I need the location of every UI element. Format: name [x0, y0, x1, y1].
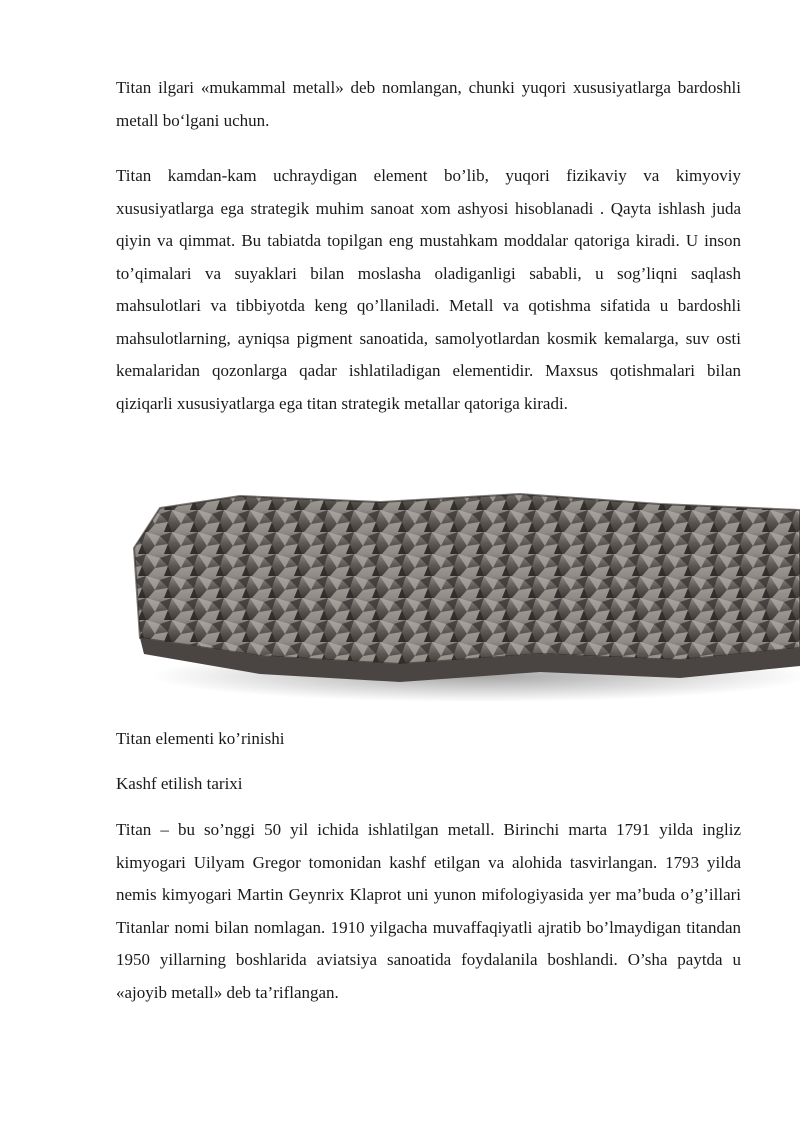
- titanium-crystal-bar-image: [120, 488, 800, 708]
- paragraph-intro: Titan ilgari «mukammal metall» deb nomlangan, chunki yuqori xususiyatlarga bardoshli metall boʻlgani uchun.: [116, 78, 741, 130]
- section-heading: Kashf etilish tarixi: [116, 774, 243, 793]
- image-caption: Titan elementi ko’rinishi: [116, 729, 285, 748]
- paragraph-history: Titan – bu so’nggi 50 yil ichida ishlatilgan metall. Birinchi marta 1791 yilda ingliz kimyogari Uilyam Gregor tomonidan kashf etilgan va alohida tasvirlangan. 1793 yilda nemis kimyogari Martin Geynrix Klaprot uni yunon mifologiyasida yer ma’buda o’g’illari Titanlar nomi bilan nomlagan. 1910 yilgacha muvaffaqiyatli ajratib bo’lmaydigan titandan 1950 yillarning boshlarida aviatsiya sanoatida foydalanila boshlandi. O’sha paytda u «ajoyib metall» deb ta’riflangan.: [116, 820, 741, 1002]
- paragraph-description: Titan kamdan-kam uchraydigan element bo’lib, yuqori fizikaviy va kimyoviy xususiyatlarga ega strategik muhim sanoat xom ashyosi hisoblanadi . Qayta ishlash juda qiyin va qimmat. Bu tabiatda topilgan eng mustahkam moddalar qatoriga kiradi. U inson to’qimalari va suyaklari bilan moslasha oladiganligi sababli, u sog’liqni saqlash mahsulotlari va tibbiyotda keng qo’llaniladi. Metall va qotishma sifatida u bardoshli mahsulotlarning, ayniqsa pigment sanoatida, samolyotlardan kosmik kemalarga, suv osti kemalaridan qozonlarga qadar ishlatiladigan elementidir. Maxsus qotishmalari bilan qiziqarli xususiyatlarga ega titan strategik metallar qatoriga kiradi.: [116, 166, 741, 413]
